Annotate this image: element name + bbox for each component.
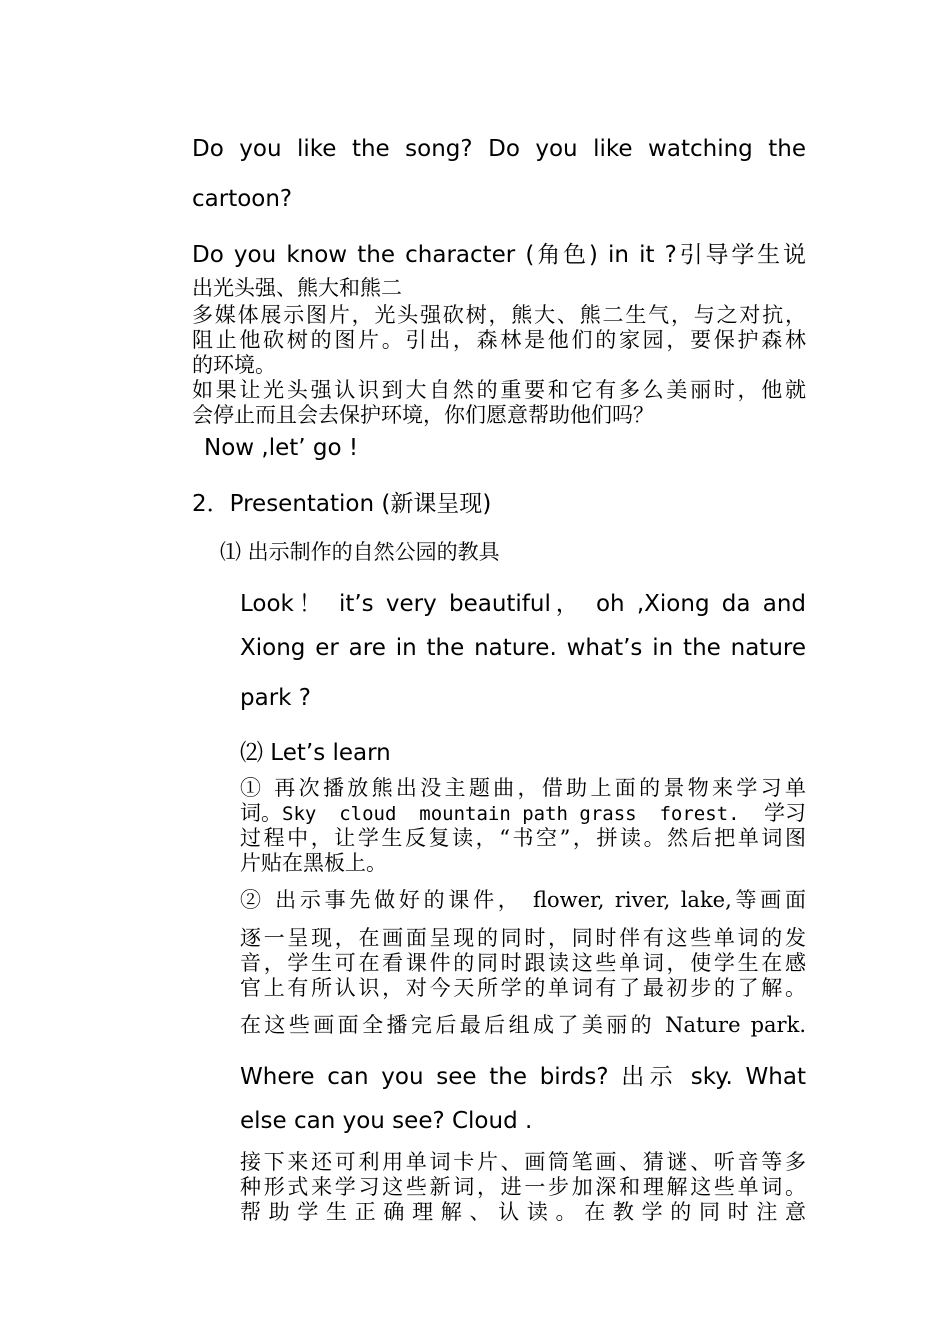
paragraph-line: Look！ it’s very beautiful， oh ,Xiong da and	[240, 591, 806, 617]
paragraph-line: park ?	[240, 685, 311, 711]
paragraph-line: 出光头强、熊大和熊二	[192, 276, 402, 300]
subsection-heading: ⑴ 出示制作的自然公园的教具	[220, 540, 500, 564]
paragraph-line: 的环境。	[192, 353, 276, 377]
paragraph-line: else can you see? Cloud .	[240, 1108, 533, 1134]
section-heading: 2．Presentation (新课呈现)	[192, 491, 492, 517]
paragraph-line: 逐一呈现，在画面呈现的同时，同时伴有这些单词的发	[240, 926, 806, 950]
paragraph-line: 多媒体展示图片，光头强砍树，熊大、熊二生气，与之对抗，	[192, 303, 806, 327]
line-fragment: 词。	[240, 801, 282, 825]
paragraph-line: 阻止他砍树的图片。引出，森林是他们的家园，要保护森林	[192, 328, 806, 352]
paragraph-line: ① 再次播放熊出没主题曲，借助上面的景物来学习单	[240, 776, 806, 800]
paragraph-line: 音，学生可在看课件的同时跟读这些单词，使学生在感	[240, 951, 806, 975]
paragraph-line: Xiong er are in the nature. what’s in the nature	[240, 635, 806, 661]
paragraph-line: 帮助学生正确理解、认读。在教学的同时注意	[240, 1200, 806, 1224]
paragraph-line: 会停止而且会去保护环境，你们愿意帮助他们吗？	[192, 403, 654, 427]
paragraph-line: 在这些画面全播完后最后组成了美丽的 Nature park.	[240, 1013, 806, 1037]
paragraph-line: Now ,let’ go !	[204, 435, 359, 461]
paragraph-line: 官上有所认识，对今天所学的单词有了最初步的了解。	[240, 976, 806, 1000]
paragraph-line: 种形式来学习这些新词，进一步加深和理解这些单词。	[240, 1175, 806, 1199]
line-fragment: 学习	[764, 801, 806, 825]
paragraph-line: cartoon?	[192, 186, 293, 212]
paragraph-line: 如果让光头强认识到大自然的重要和它有多么美丽时，他就	[192, 378, 806, 402]
paragraph-line: 接下来还可利用单词卡片、画筒笔画、猜谜、听音等多	[240, 1150, 806, 1174]
vocabulary-words: Sky cloud mountain path grass forest.	[282, 803, 740, 825]
paragraph-line: 过程中，让学生反复读，“书空”，拼读。然后把单词图	[240, 826, 806, 850]
paragraph-line: Do you know the character (角色) in it ?引导学生说	[192, 242, 806, 268]
paragraph-line: 片贴在黑板上。	[240, 851, 387, 875]
paragraph-line: Do you like the song? Do you like watching the	[192, 136, 806, 162]
paragraph-line: ② 出示事先做好的课件， flower, river, lake,等画面	[240, 888, 806, 912]
paragraph-line: Where can you see the birds? 出示 sky. What	[240, 1064, 806, 1090]
subsection-heading: ⑵ Let’s learn	[240, 740, 391, 766]
